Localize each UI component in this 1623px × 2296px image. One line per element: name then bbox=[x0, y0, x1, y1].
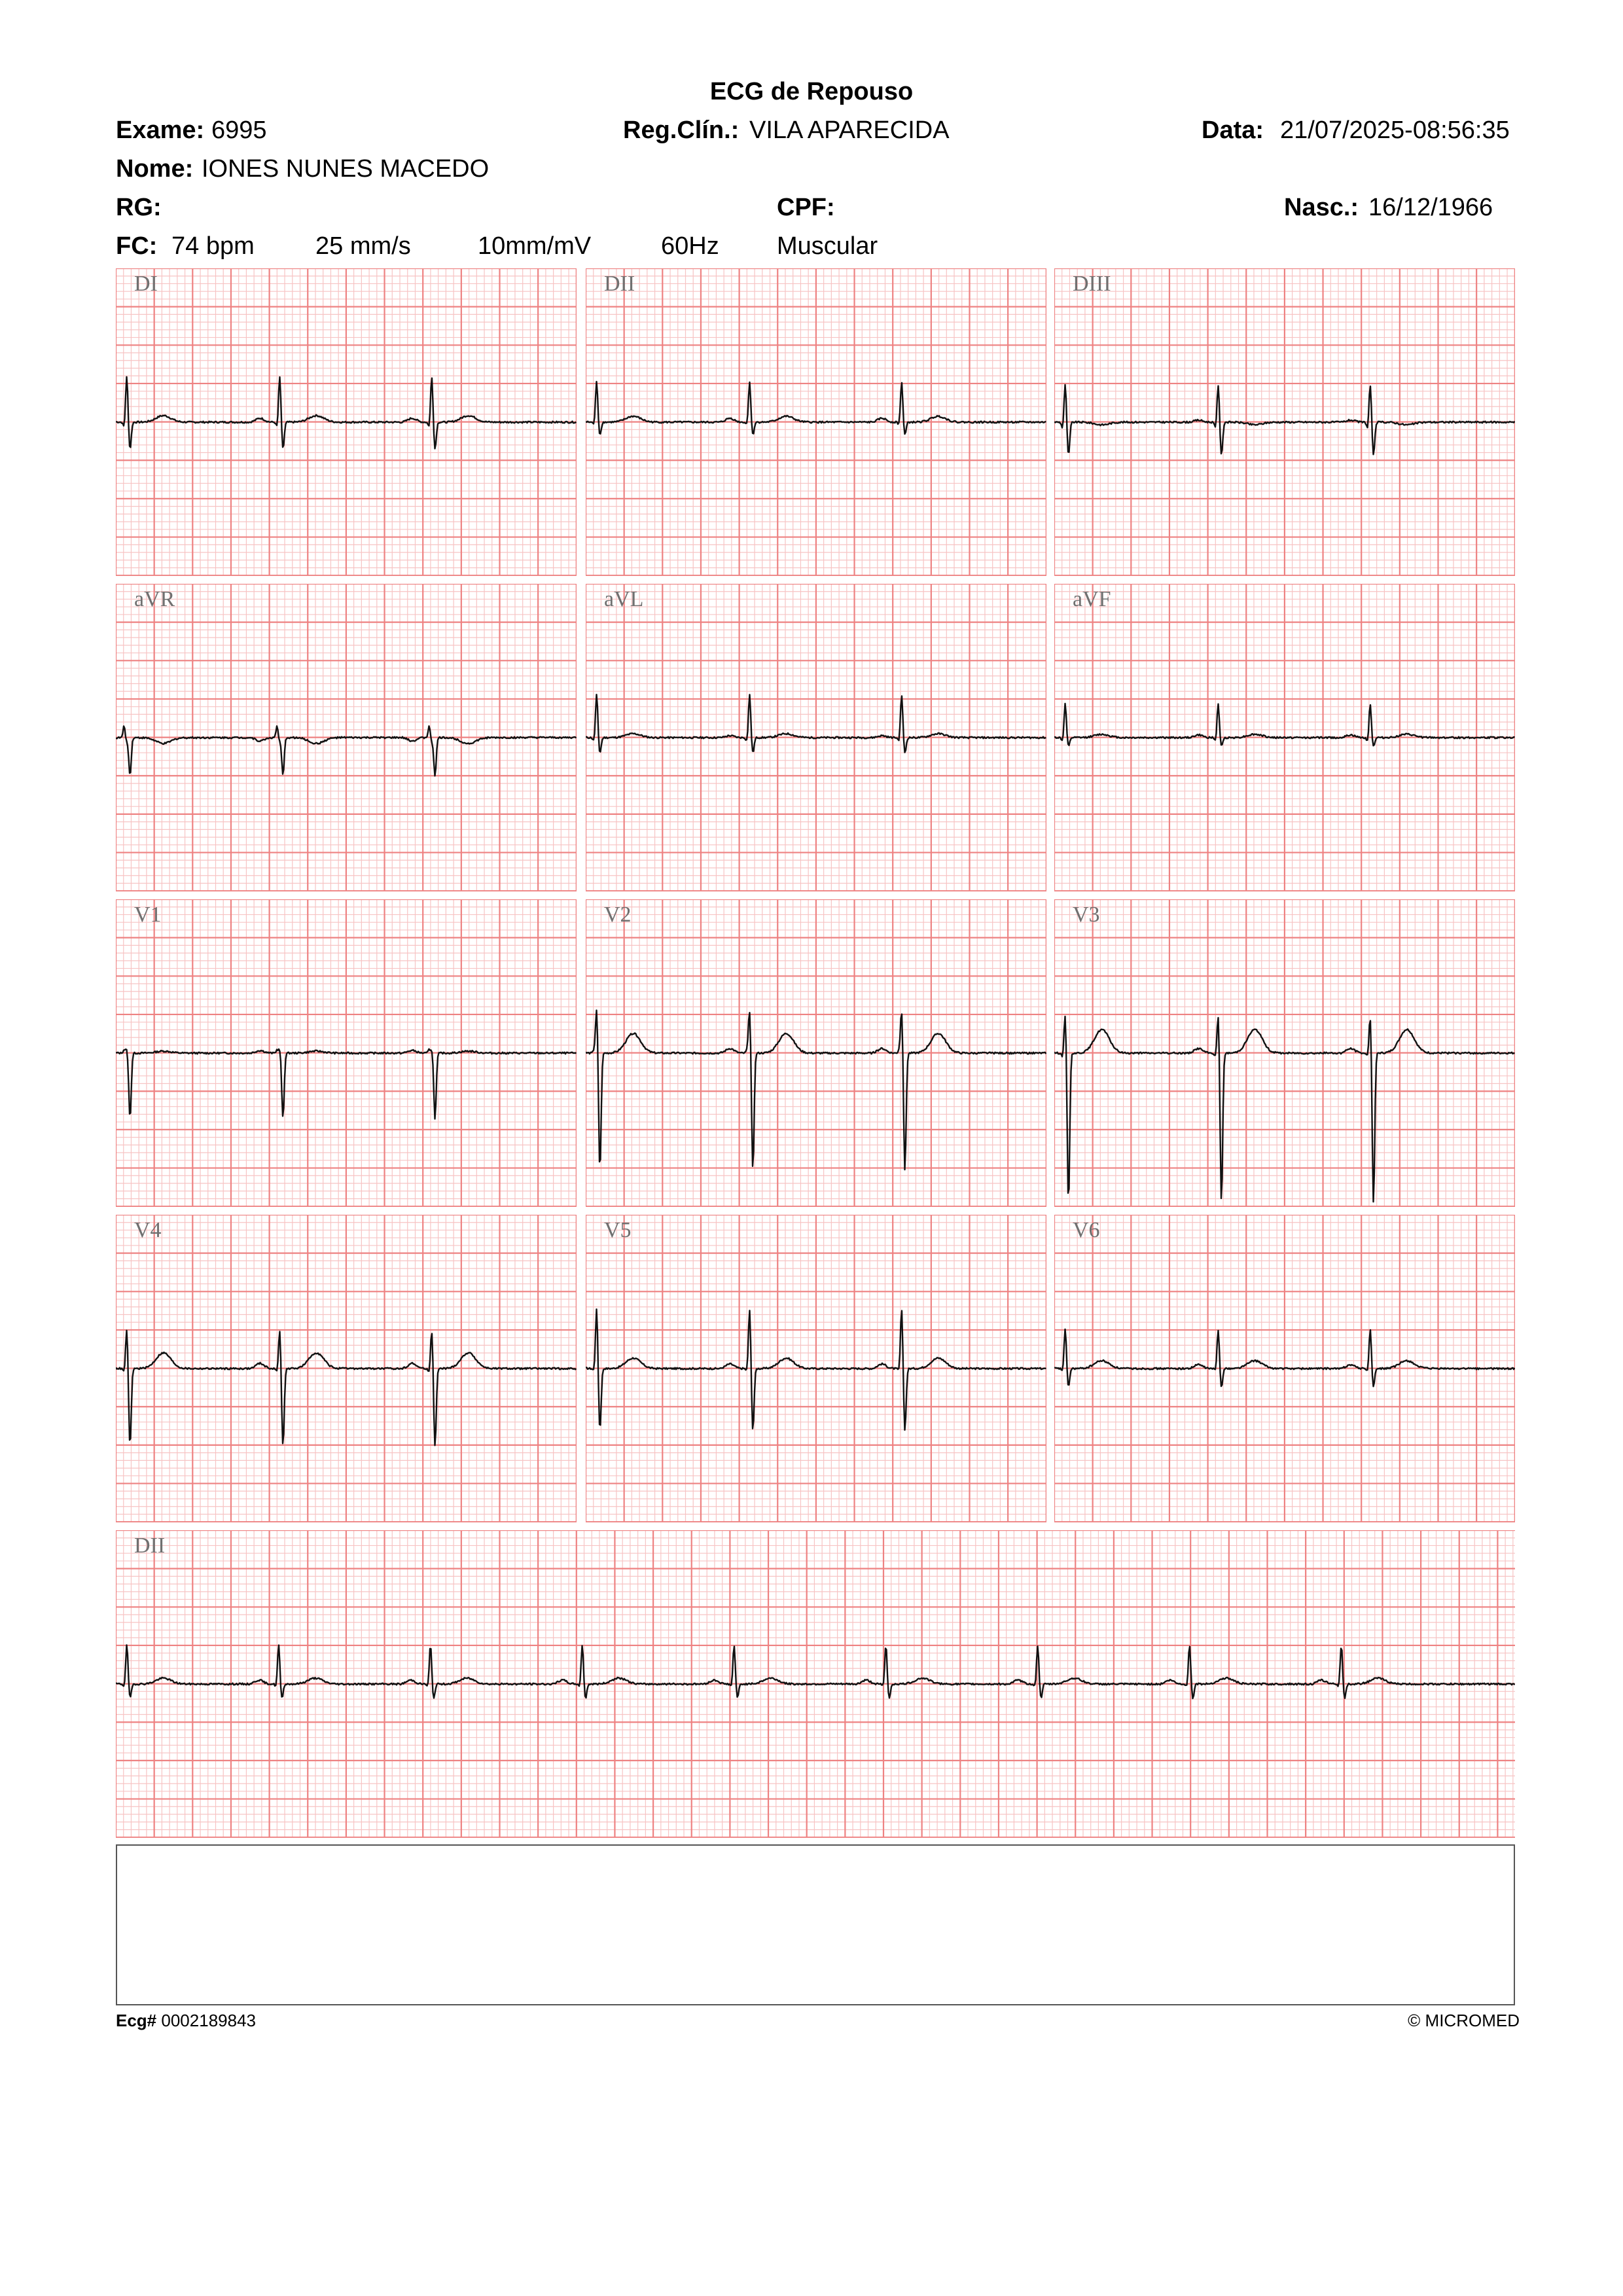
name-label: Nome: bbox=[116, 155, 194, 183]
lead-diii-trace bbox=[1054, 268, 1515, 576]
exam-label: Exame: bbox=[116, 117, 205, 144]
exam-value: 6995 bbox=[211, 117, 267, 144]
lead-panel-avr bbox=[116, 584, 577, 891]
lead-v4-trace bbox=[116, 1215, 577, 1522]
lead-v3-label: V3 bbox=[1073, 903, 1100, 927]
lead-v6-trace bbox=[1054, 1215, 1515, 1522]
line-filter: 60Hz bbox=[661, 232, 719, 260]
lead-v1-trace bbox=[116, 899, 577, 1207]
muscle-filter: Muscular bbox=[777, 232, 878, 260]
rhythm-strip-trace bbox=[116, 1530, 1515, 1838]
lead-dii-trace bbox=[586, 268, 1046, 576]
birth-value: 16/12/1966 bbox=[1368, 194, 1493, 221]
lead-avl-trace bbox=[586, 584, 1046, 891]
lead-panel-v6 bbox=[1054, 1215, 1515, 1522]
lead-panel-di bbox=[116, 268, 577, 576]
notes-box bbox=[116, 1844, 1515, 2005]
lead-avl-label: aVL bbox=[604, 587, 644, 611]
gain: 10mm/mV bbox=[478, 232, 592, 260]
paper-speed: 25 mm/s bbox=[315, 232, 411, 260]
lead-panel-avl bbox=[586, 584, 1046, 891]
date-value: 21/07/2025-08:56:35 bbox=[1280, 117, 1510, 144]
lead-avf-trace bbox=[1054, 584, 1515, 891]
patient-name: IONES NUNES MACEDO bbox=[202, 155, 490, 183]
lead-panel-v2 bbox=[586, 899, 1046, 1207]
lead-panel-v4 bbox=[116, 1215, 577, 1522]
lead-v5-trace bbox=[586, 1215, 1046, 1522]
rg-label: RG: bbox=[116, 194, 162, 221]
lead-avr-label: aVR bbox=[134, 587, 175, 611]
lead-v3-trace bbox=[1054, 899, 1515, 1207]
date-label: Data: bbox=[1202, 117, 1264, 144]
lead-panel-dii bbox=[586, 268, 1046, 576]
lead-di-label: DI bbox=[134, 272, 158, 296]
birth-label: Nasc.: bbox=[1284, 194, 1359, 221]
clinic-label: Reg.Clín.: bbox=[623, 117, 740, 144]
lead-panel-v1 bbox=[116, 899, 577, 1207]
hr-label: FC: bbox=[116, 232, 158, 260]
lead-avr-trace bbox=[116, 584, 577, 891]
rhythm-strip-panel bbox=[116, 1530, 1515, 1838]
lead-dii-label: DII bbox=[604, 272, 635, 296]
lead-v1-label: V1 bbox=[134, 903, 162, 927]
lead-v5-label: V5 bbox=[604, 1218, 632, 1242]
lead-v6-label: V6 bbox=[1073, 1218, 1100, 1242]
ecg-number-value: 0002189843 bbox=[161, 2011, 256, 2030]
lead-di-trace bbox=[116, 268, 577, 576]
ecg-number bbox=[116, 2011, 256, 2030]
copyright: © MICROMED bbox=[1408, 2011, 1520, 2030]
page-title: ECG de Repouso bbox=[709, 78, 914, 105]
clinic-value: VILA APARECIDA bbox=[749, 117, 950, 144]
hr-value: 74 bpm bbox=[171, 232, 255, 260]
lead-diii-label: DIII bbox=[1073, 272, 1111, 296]
ecg-number-label: Ecg# bbox=[116, 2011, 157, 2030]
lead-panel-diii bbox=[1054, 268, 1515, 576]
lead-panel-v3 bbox=[1054, 899, 1515, 1207]
rhythm-strip-label: DII bbox=[134, 1534, 166, 1558]
lead-avf-label: aVF bbox=[1073, 587, 1111, 611]
lead-v2-label: V2 bbox=[604, 903, 632, 927]
lead-panel-v5 bbox=[586, 1215, 1046, 1522]
lead-v2-trace bbox=[586, 899, 1046, 1207]
lead-panel-avf bbox=[1054, 584, 1515, 891]
lead-v4-label: V4 bbox=[134, 1218, 162, 1242]
cpf-label: CPF: bbox=[777, 194, 835, 221]
